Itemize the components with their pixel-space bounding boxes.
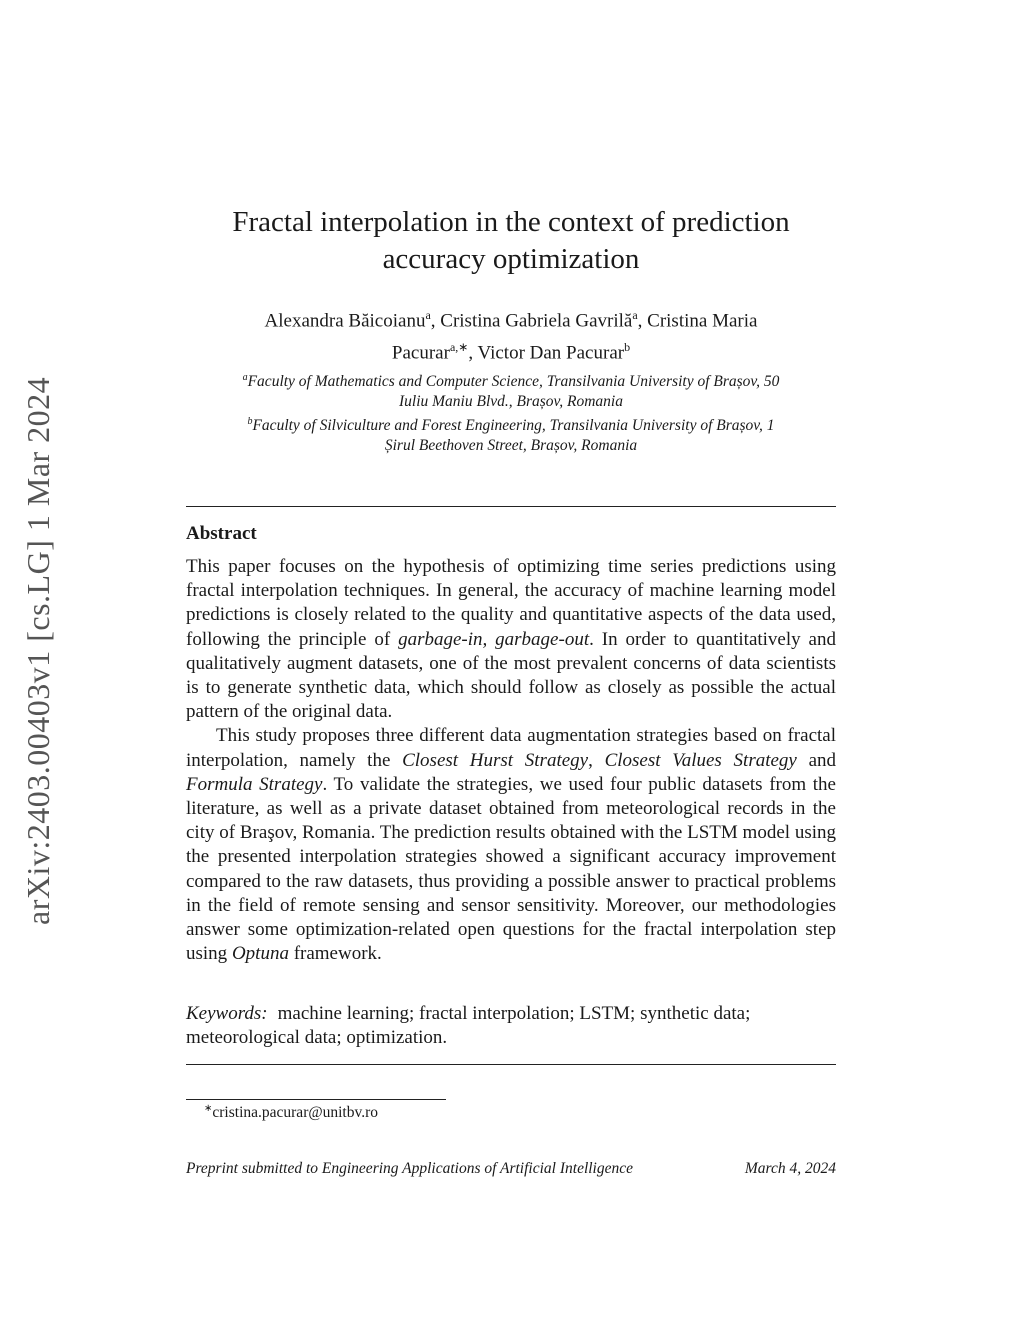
footnote-email: cristina.pacurar@unitbv.ro [212,1104,379,1122]
affiliation-a-line-1: $^a$Faculty of Mathematics and Computer Science, Transilvania University of Brașov, 50 [242,372,780,391]
emphasis: Closest Values Strategy [604,749,797,771]
paper-title [186,204,836,278]
footer-date: March 4, 2024 [744,1160,836,1177]
abstract-bottom-rule [186,1064,836,1065]
authors-line-1: Alexandra Băicoianu$^a$, Cristina Gabriela Gavrilă$^a$, Cristina Maria [264,308,758,332]
affiliation-a-line-2: Iuliu Maniu Blvd., Brașov, Romania [398,393,623,411]
author-affil-mark: b [624,340,631,355]
keywords [186,1002,836,1050]
keywords-text: machine learning; fractal interpolation; LSTM; synthetic data; meteorological data; optimization. [186,1003,751,1048]
abstract-heading: Abstract [186,523,257,544]
author-name: Pacurar [391,342,450,364]
author-name: Alexandra Băicoianu [264,310,426,332]
footer-journal: Preprint submitted to Engineering Applications of Artificial Intelligence [186,1160,634,1177]
footnote-rule [186,1099,446,1100]
author-name: Cristina Maria [647,310,758,332]
author-list [186,302,836,367]
author-affil-mark: a,∗ [449,340,469,355]
footnote-mark: ∗ [204,1103,213,1114]
abstract-paragraph-1: This paper focuses on the hypothesis of optimizing time series predictions using fractal interpolation techniques. In general, the accuracy of machine learning model predictions is closely related to the quality and quantitative aspects of the data used, following the principle of garbage-in, garbage-out. In order to quantitatively and qualitatively augment datasets, one of the most prevalent concerns of data scientists is to generate synthetic data, which should follow as closely as possible the actual pattern of the original data. [186,556,836,723]
authors-line-2: Pacurar$^{a,∗}$, Victor Dan Pacurar$^b$ [391,340,631,364]
author-name: Victor Dan Pacurar [477,342,625,364]
title-line-1: Fractal interpolation in the context of prediction [232,206,790,238]
footnote [204,1103,378,1122]
arxiv-identifier: arXiv:2403.00403v1 [cs.LG] 1 Mar 2024 [20,376,56,925]
author-affil-mark: a [425,308,431,322]
page-footer [186,1160,836,1178]
affiliation-mark: b [247,416,253,428]
affiliation-b-line-1: $^b$Faculty of Silviculture and Forest Engineering, Transilvania University of Brașov, 1 [247,416,775,435]
affiliations [186,368,836,456]
author-affil-mark: a [632,308,638,322]
abstract-top-rule [186,506,836,507]
emphasis: Closest Hurst Strategy [402,749,589,771]
emphasis: Formula Strategy [186,773,323,795]
abstract-paragraph-2: This study proposes three different data augmentation strategies based on fractal interpolation, namely the Closest Hurst Strategy, Closest Values Strategy and Formula Strategy. To validate the strategies, we used four public datasets from the literature, as well as a private dataset obtained from meteorological records in the city of Braşov, Romania. The prediction results obtained with the LSTM model using the presented interpolation strategies showed a significant accuracy improvement compared to the raw datasets, thus providing a possible answer to practical problems in the field of remote sensing and sensor sensitivity. Moreover, our methodologies answer some optimization-related open questions for the fractal interpolation step using Optuna framework. [186,725,837,965]
emphasis: Optuna [231,943,289,965]
author-name: Cristina Gabriela Gavrilă [440,310,633,332]
abstract-body [186,555,836,966]
keywords-label: Keywords: [186,1003,268,1024]
title-line-2: accuracy optimization [382,243,640,275]
affiliation-mark: a [242,372,248,383]
emphasis: garbage-in, garbage-out [398,628,590,650]
affiliation-b-line-2: Șirul Beethoven Street, Brașov, Romania [384,437,638,455]
